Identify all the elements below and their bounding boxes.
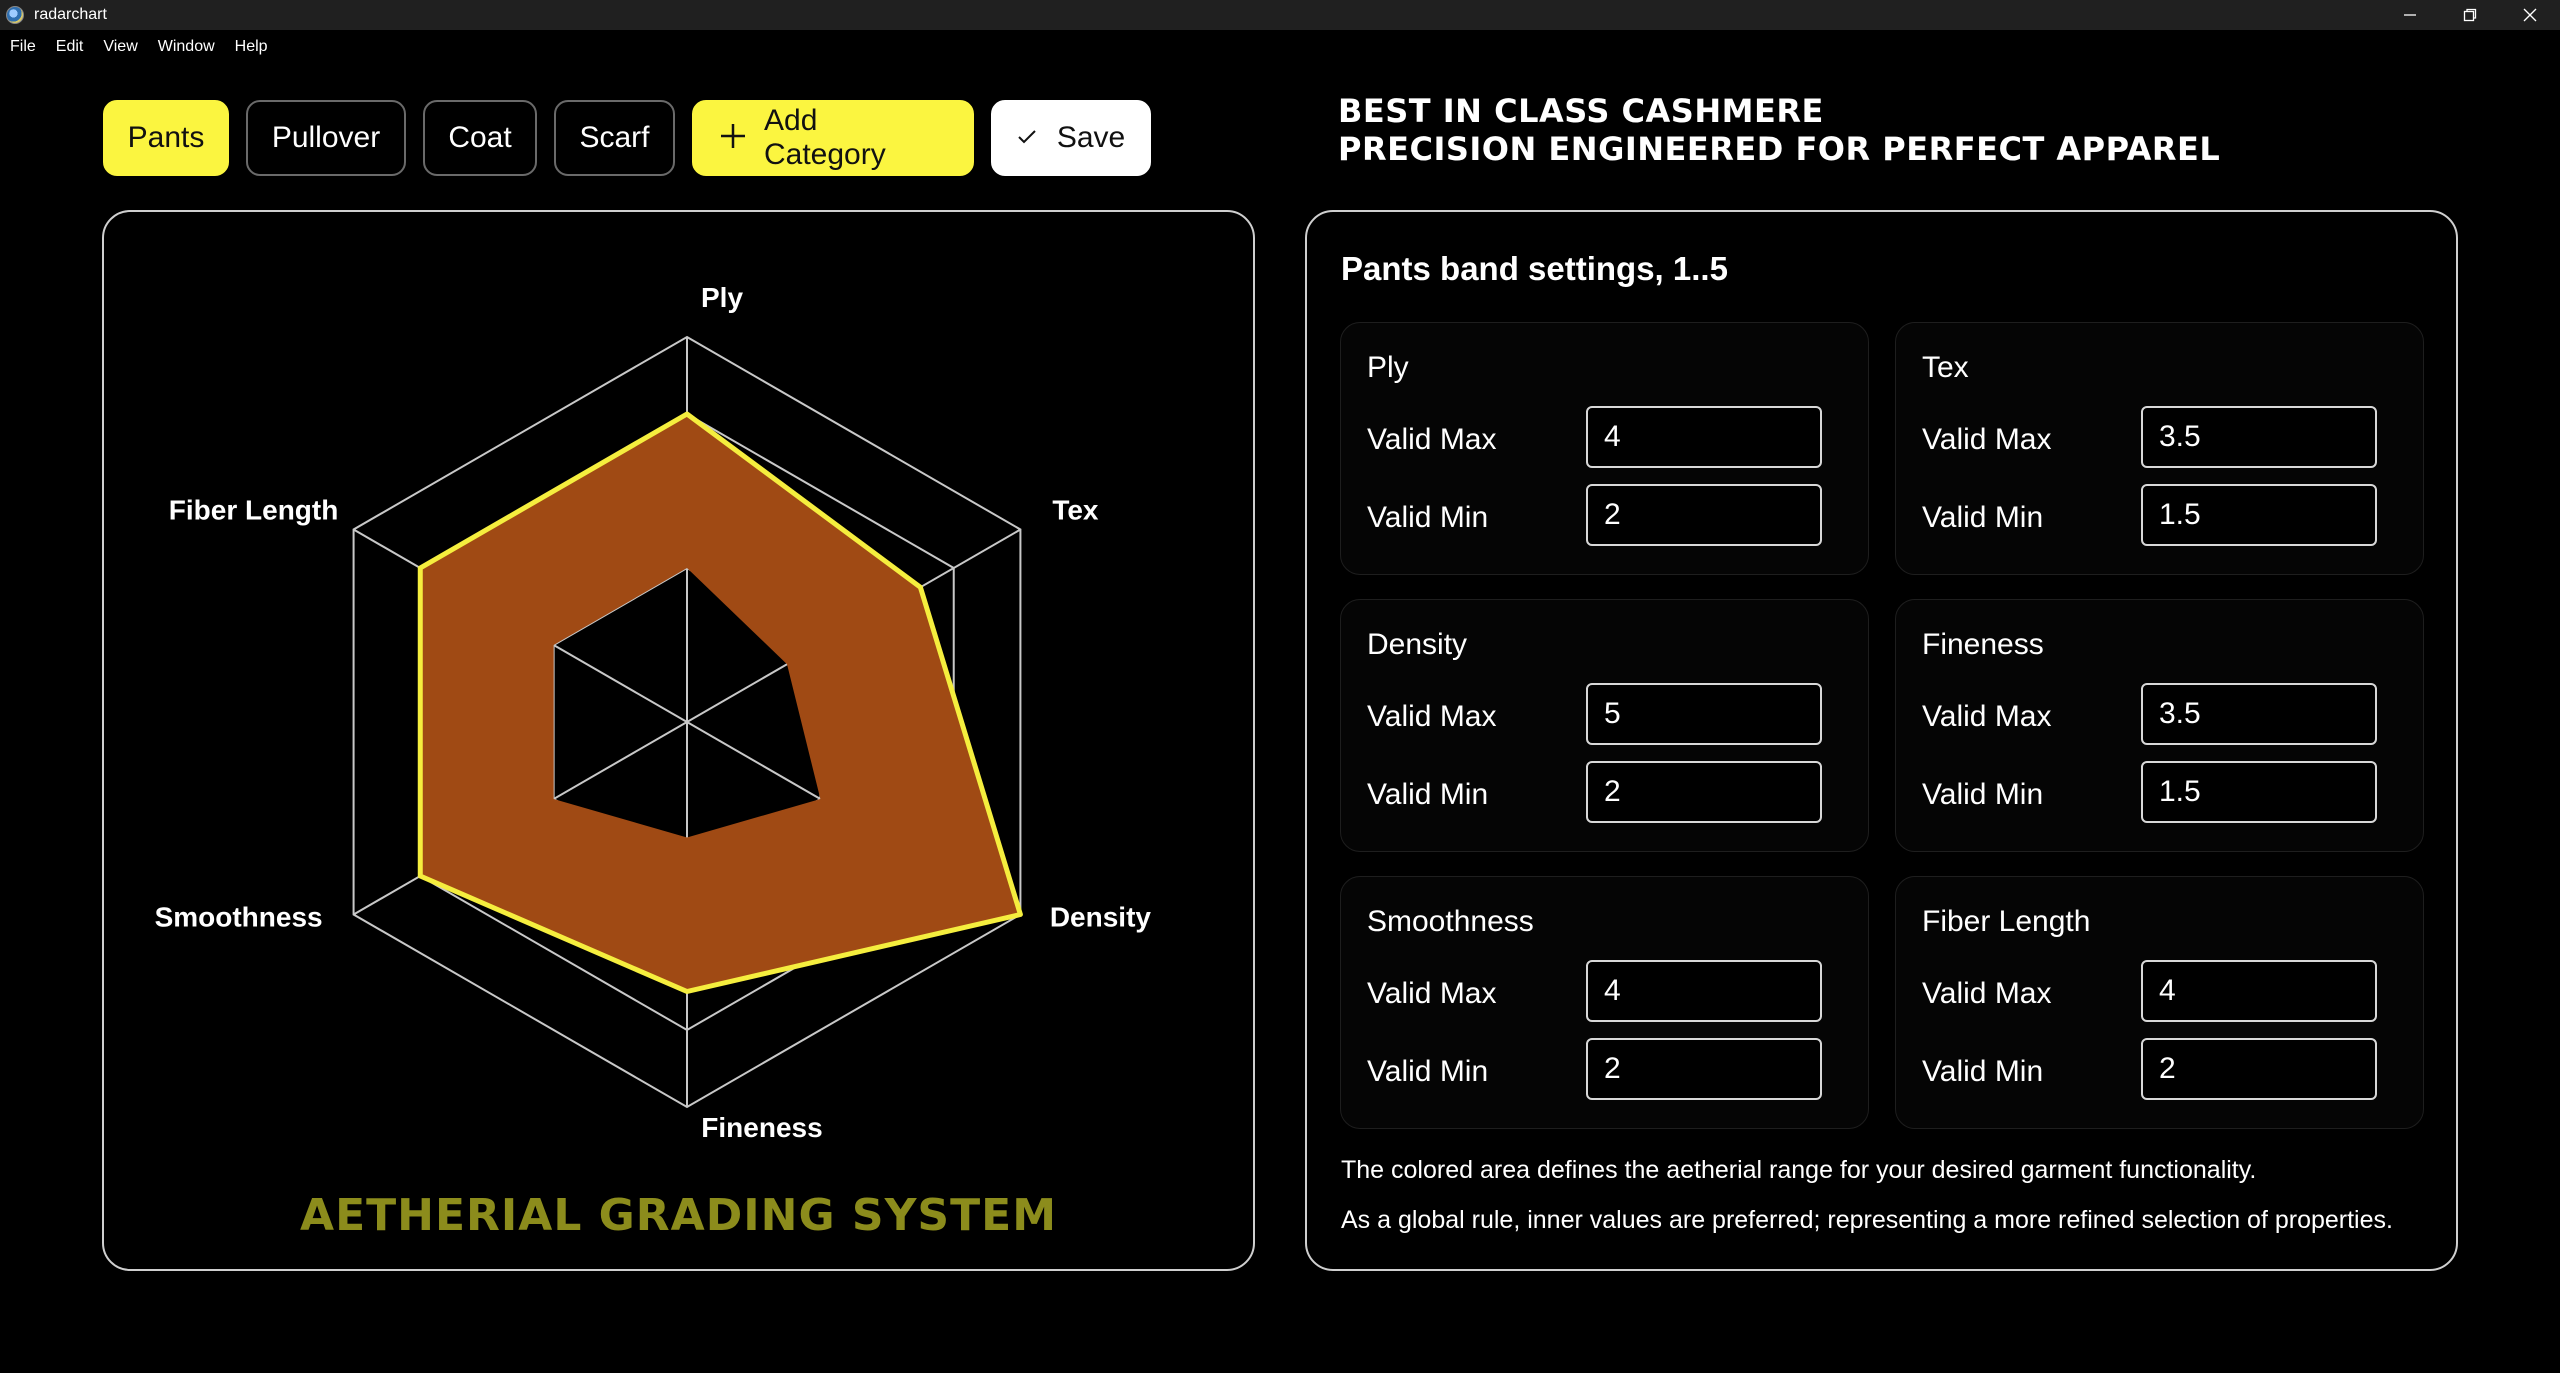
- valid-max-label: Valid Max: [1367, 700, 1497, 733]
- fiber-length-min-input[interactable]: [2141, 1038, 2377, 1100]
- check-icon: [1017, 125, 1037, 151]
- tex-min-input[interactable]: [2141, 484, 2377, 546]
- save-label: Save: [1056, 121, 1126, 154]
- smoothness-min-input[interactable]: [1586, 1038, 1822, 1100]
- card-title: Ply: [1367, 351, 1409, 384]
- menu-window[interactable]: Window: [157, 38, 215, 55]
- category-button-pants[interactable]: Pants: [103, 100, 229, 176]
- valid-min-label: Valid Min: [1922, 501, 2044, 534]
- card-title: Fiber Length: [1922, 905, 2091, 938]
- valid-max-label: Valid Max: [1367, 977, 1497, 1010]
- settings-card-tex: [1895, 322, 2424, 575]
- menu-edit[interactable]: Edit: [55, 38, 84, 55]
- fiber-length-max-input[interactable]: [2141, 960, 2377, 1022]
- headline: [1338, 92, 2220, 168]
- settings-panel: [1305, 210, 2458, 1271]
- axis-label-fiber-length: Fiber Length: [168, 494, 339, 526]
- save-button[interactable]: [991, 100, 1151, 176]
- smoothness-max-input[interactable]: [1586, 960, 1822, 1022]
- valid-min-label: Valid Min: [1367, 778, 1489, 811]
- add-category-label: Add Category: [764, 104, 886, 171]
- valid-max-label: Valid Max: [1922, 700, 2052, 733]
- card-title: Fineness: [1922, 628, 2044, 661]
- plus-icon: [720, 120, 746, 157]
- settings-card-fineness: [1895, 599, 2424, 852]
- window-title: radarchart: [34, 6, 107, 23]
- grading-title: AETHERIAL GRADING SYSTEM: [300, 1190, 1057, 1241]
- settings-card-smoothness: [1340, 876, 1869, 1129]
- category-toolbar: [103, 100, 1151, 176]
- menu-bar: [0, 32, 288, 62]
- tex-max-input[interactable]: [2141, 406, 2377, 468]
- headline-line-2: PRECISION ENGINEERED FOR PERFECT APPAREL: [1338, 130, 2221, 168]
- valid-min-label: Valid Min: [1922, 778, 2044, 811]
- card-title: Smoothness: [1367, 905, 1534, 938]
- settings-title: Pants band settings, 1..5: [1341, 250, 1728, 287]
- category-button-pullover[interactable]: Pullover: [246, 100, 406, 176]
- settings-card-fiber-length: [1895, 876, 2424, 1129]
- density-max-input[interactable]: [1586, 683, 1822, 745]
- title-bar: [0, 0, 2560, 30]
- ply-min-input[interactable]: [1586, 484, 1822, 546]
- app-icon: [6, 6, 24, 24]
- settings-card-density: [1340, 599, 1869, 852]
- valid-min-label: Valid Min: [1367, 501, 1489, 534]
- settings-card-ply: [1340, 322, 1869, 575]
- minimize-icon[interactable]: [2380, 0, 2440, 30]
- menu-view[interactable]: View: [103, 38, 138, 55]
- radar-chart: [104, 212, 1257, 1273]
- card-title: Tex: [1922, 351, 1969, 384]
- menu-help[interactable]: Help: [234, 38, 268, 55]
- valid-max-label: Valid Max: [1367, 423, 1497, 456]
- add-category-button[interactable]: [692, 100, 974, 176]
- radar-panel: [102, 210, 1255, 1271]
- menu-file[interactable]: File: [10, 38, 36, 55]
- valid-min-label: Valid Min: [1367, 1055, 1489, 1088]
- note-range: The colored area defines the aetherial range for your desired garment functionality.: [1341, 1156, 2257, 1184]
- density-min-input[interactable]: [1586, 761, 1822, 823]
- axis-label-smoothness: Smoothness: [154, 901, 323, 933]
- card-title: Density: [1367, 628, 1468, 661]
- axis-label-ply: Ply: [700, 282, 744, 313]
- headline-line-1: BEST IN CLASS CASHMERE: [1338, 92, 1824, 130]
- category-button-scarf[interactable]: Scarf: [554, 100, 675, 176]
- valid-min-label: Valid Min: [1922, 1055, 2044, 1088]
- axis-label-density: Density: [1049, 901, 1151, 933]
- close-icon[interactable]: [2500, 0, 2560, 30]
- fineness-max-input[interactable]: [2141, 683, 2377, 745]
- fineness-min-input[interactable]: [2141, 761, 2377, 823]
- restore-icon[interactable]: [2440, 0, 2500, 30]
- valid-max-label: Valid Max: [1922, 423, 2052, 456]
- note-global-rule: As a global rule, inner values are preferred; representing a more refined selection of properties.: [1341, 1206, 2393, 1234]
- category-button-coat[interactable]: Coat: [423, 100, 537, 176]
- valid-max-label: Valid Max: [1922, 977, 2052, 1010]
- window-controls: [2380, 0, 2560, 30]
- axis-label-tex: Tex: [1052, 494, 1099, 526]
- axis-label-fineness: Fineness: [701, 1112, 823, 1143]
- ply-max-input[interactable]: [1586, 406, 1822, 468]
